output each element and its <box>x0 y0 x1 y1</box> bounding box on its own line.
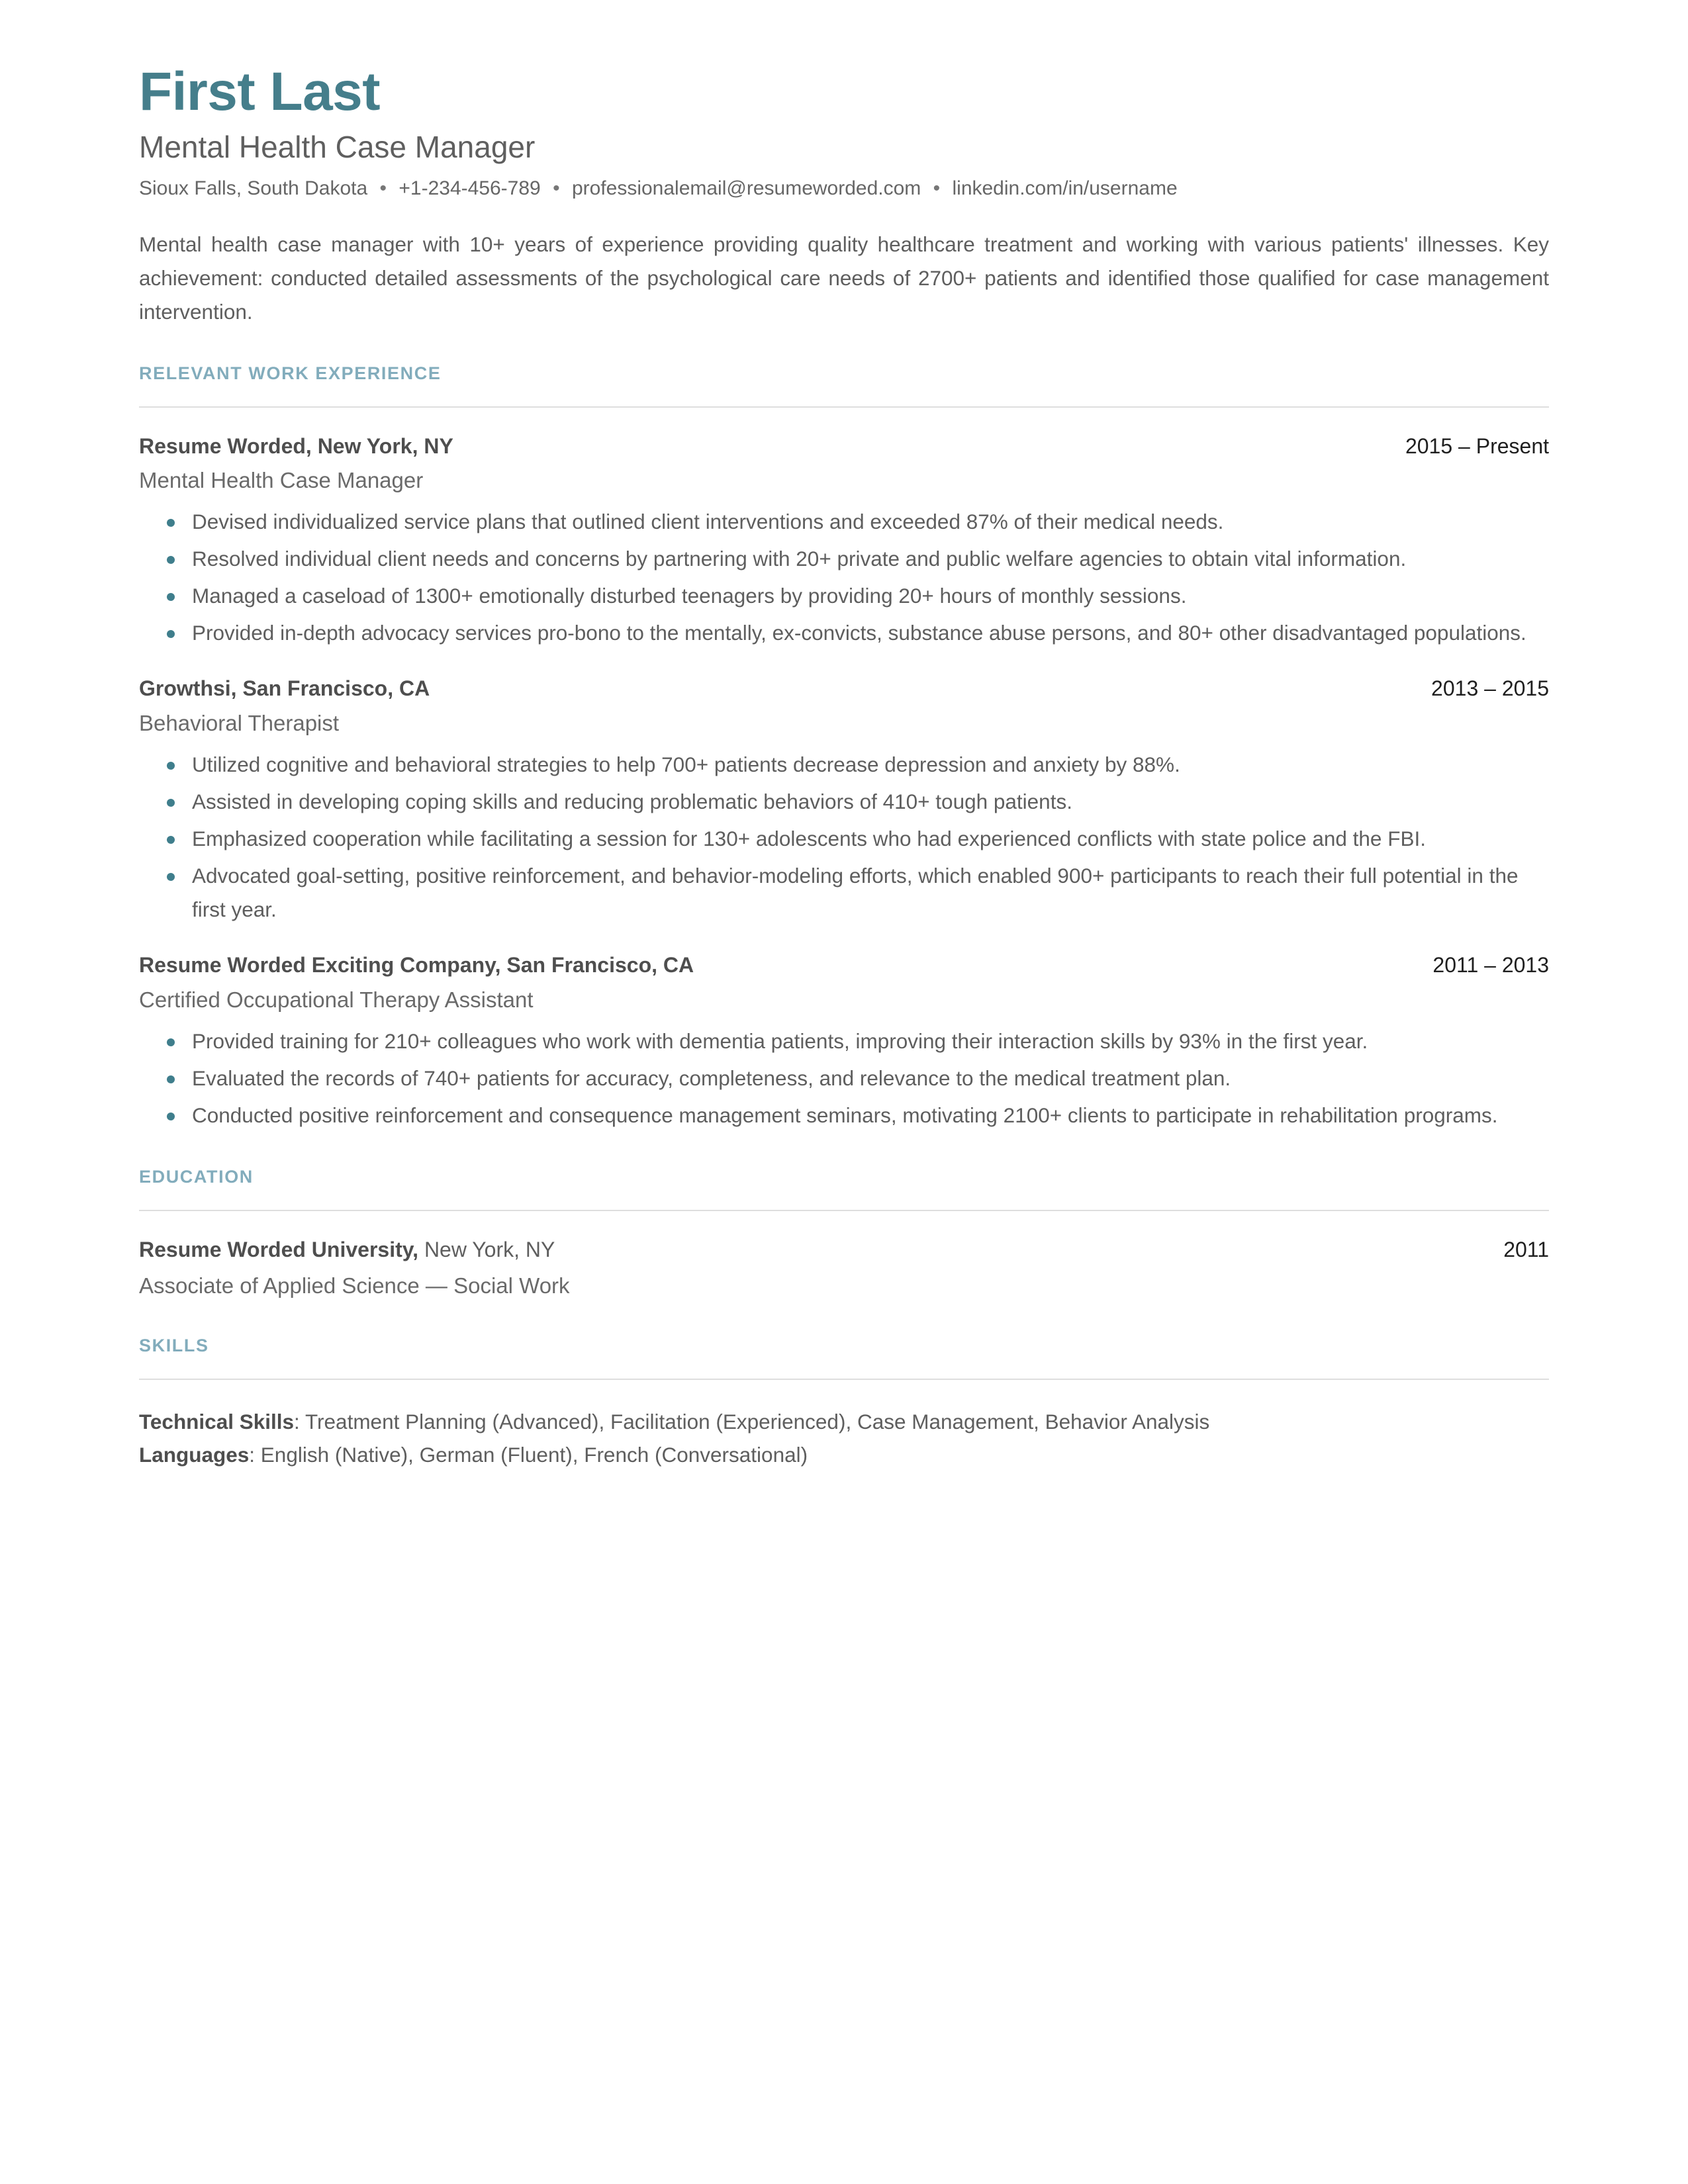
skills-row-label: Technical Skills <box>139 1409 295 1433</box>
experience-dates: 2011 – 2013 <box>1432 953 1549 978</box>
experience-bullet: Resolved individual client needs and concerns by partnering with 20+ private and public welfare agencies to obtain vital information. <box>139 542 1549 576</box>
experience-bullet: Managed a caseload of 1300+ emotionally disturbed teenagers by providing 20+ hours of monthly sessions. <box>139 579 1549 613</box>
experience-organization: Resume Worded Exciting Company, San Francisco, CA <box>139 953 694 978</box>
experience-entry <box>139 952 1549 1132</box>
contact-separator-icon: • <box>553 177 560 200</box>
experience-bullet: Provided training for 210+ colleagues who work with dementia patients, improving their interaction skills by 93% in the first year. <box>139 1024 1549 1058</box>
experience-bullet: Utilized cognitive and behavioral strategies to help 700+ patients decrease depression and anxiety by 88%. <box>139 748 1549 782</box>
section-heading-education: EDUCATION <box>139 1167 254 1187</box>
experience-job-title: Mental Health Case Manager <box>139 468 424 493</box>
experience-entry-header <box>139 952 1549 979</box>
experience-bullet: Devised individualized service plans that outlined client interventions and exceeded 87% of their medical needs. <box>139 505 1549 539</box>
education-dates: 2011 <box>1503 1238 1549 1262</box>
section-heading-skills: SKILLS <box>139 1335 209 1355</box>
experience-entry <box>139 433 1549 651</box>
section-divider <box>139 1210 1549 1211</box>
contact-location: Sioux Falls, South Dakota <box>139 177 368 200</box>
education-entry-header <box>139 1236 1549 1264</box>
education-school <box>139 1236 555 1264</box>
experience-entry <box>139 675 1549 927</box>
contact-linkedin[interactable]: linkedin.com/in/username <box>952 177 1178 200</box>
experience-job-title: Certified Occupational Therapy Assistant <box>139 987 534 1012</box>
contact-phone[interactable]: +1-234-456-789 <box>399 177 541 200</box>
skills-row-label: Languages <box>139 1443 250 1467</box>
experience-bullet-list <box>139 1024 1549 1132</box>
experience-bullet: Advocated goal-setting, positive reinforcement, and behavior-modeling efforts, which enabled 900+ participants to reach their full potential in the first year. <box>139 859 1549 927</box>
experience-dates: 2013 – 2015 <box>1431 676 1549 701</box>
education-school-location: New York, NY <box>418 1238 555 1262</box>
experience-bullet: Evaluated the records of 740+ patients for accuracy, completeness, and relevance to the medical treatment plan. <box>139 1062 1549 1095</box>
experience-organization: Growthsi, San Francisco, CA <box>139 676 430 701</box>
experience-bullet-list <box>139 748 1549 927</box>
experience-job-title: Behavioral Therapist <box>139 711 340 736</box>
section-divider <box>139 1379 1549 1380</box>
education-entry <box>139 1236 1549 1301</box>
contact-separator-icon: • <box>933 177 941 200</box>
skills-row <box>139 1405 1549 1438</box>
education-school-name: Resume Worded University, <box>139 1238 419 1262</box>
contact-email[interactable]: professionalemail@resumeworded.com <box>571 177 921 200</box>
contact-separator-icon: • <box>379 177 387 200</box>
candidate-headline: Mental Health Case Manager <box>139 129 536 164</box>
skills-list <box>139 1405 1549 1472</box>
experience-bullet: Provided in-depth advocacy services pro-bono to the mentally, ex-convicts, substance abuse persons, and 80+ other disadvantaged populations. <box>139 616 1549 650</box>
candidate-name: First Last <box>139 62 381 122</box>
section-divider <box>139 406 1549 408</box>
experience-bullet: Conducted positive reinforcement and consequence management seminars, motivating 2100+ clients to participate in rehabilitation programs. <box>139 1099 1549 1132</box>
education-list <box>139 1236 1549 1301</box>
skills-row <box>139 1438 1549 1471</box>
resume-header <box>139 63 1549 203</box>
experience-bullet-list <box>139 505 1549 650</box>
experience-bullet: Emphasized cooperation while facilitating a session for 130+ adolescents who had experienced conflicts with state police and the FBI. <box>139 822 1549 856</box>
experience-list <box>139 433 1549 1133</box>
skills-row-value: : English (Native), German (Fluent), French (Conversational) <box>249 1443 808 1467</box>
experience-bullet: Assisted in developing coping skills and reducing problematic behaviors of 410+ tough patients. <box>139 785 1549 819</box>
education-degree: Associate of Applied Science — Social Work <box>139 1273 570 1298</box>
contact-line <box>139 175 1549 203</box>
skills-row-value: : Treatment Planning (Advanced), Facilitation (Experienced), Case Management, Behavior Analysis <box>294 1409 1210 1433</box>
professional-summary: Mental health case manager with 10+ years of experience providing quality healthcare treatment and working with various patients' illnesses. Key achievement: conducted detailed assessments of the psychological care needs of 2700+ patients and identified those qualified for case management intervention. <box>139 232 1549 324</box>
experience-organization: Resume Worded, New York, NY <box>139 433 453 458</box>
experience-dates: 2015 – Present <box>1405 433 1549 458</box>
experience-entry-header <box>139 675 1549 703</box>
section-heading-experience: RELEVANT WORK EXPERIENCE <box>139 363 442 383</box>
experience-entry-header <box>139 433 1549 461</box>
